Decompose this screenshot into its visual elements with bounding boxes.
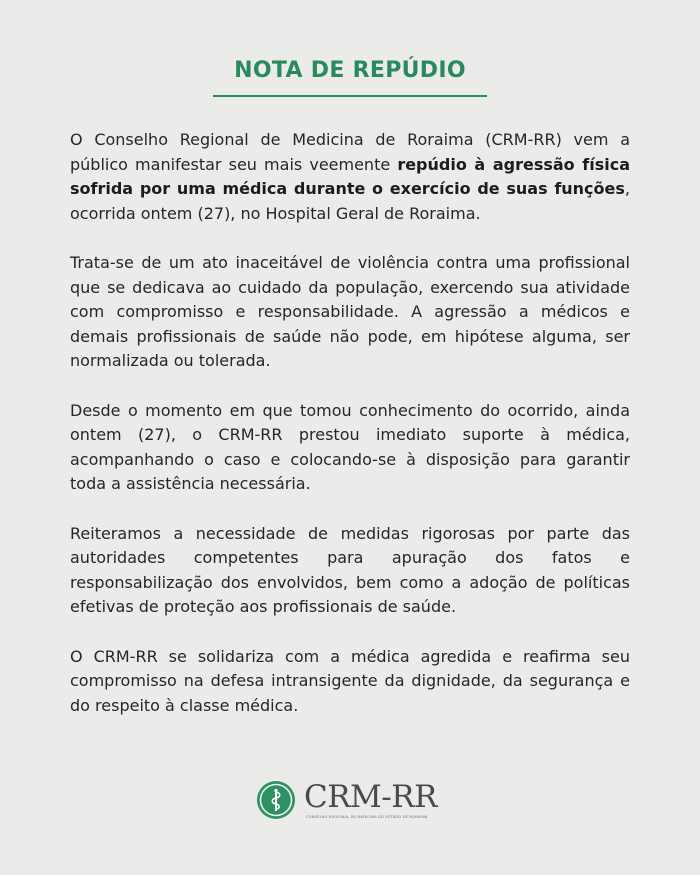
paragraph-3: Desde o momento em que tomou conhecimento do ocorrido, ainda ontem (27), o CRM-RR prestou imediato suporte à médica, acompanhando o caso e colocando-se à disposição para garantir toda a assistência necessária. xyxy=(70,400,630,493)
logo-subtitle: CONSELHO REGIONAL DE MEDICINA DO ESTADO DE RORAIMA xyxy=(306,815,428,819)
caduceus-emblem-icon xyxy=(256,780,296,820)
crm-rr-logo xyxy=(256,778,456,824)
statement-body xyxy=(70,128,630,743)
title-underline xyxy=(213,95,487,97)
paragraph-1-text-after: , ocorrida ontem (27), no Hospital Geral de Roraima. xyxy=(70,179,630,223)
page-title: NOTA DE REPÚDIO xyxy=(234,58,466,83)
paragraph-5: O CRM-RR se solidariza com a médica agredida e reafirma seu compromisso na defesa intransigente da dignidade, da segurança e do respeito à classe médica. xyxy=(70,646,630,715)
paragraph-2: Trata-se de um ato inaceitável de violência contra uma profissional que se dedicava ao cuidado da população, exercendo sua atividade com compromisso e responsabilidade. A agressão a médicos e demais profissionais de saúde não pode, em hipótese alguma, ser normalizada ou tolerada. xyxy=(70,253,630,370)
paragraph-4: Reiteramos a necessidade de medidas rigorosas por parte das autoridades competentes para apuração dos fatos e responsabilização dos envolvidos, bem como a adoção de políticas efetivas de proteção aos profissionais de saúde. xyxy=(70,523,630,616)
paragraph-1 xyxy=(70,128,630,226)
paragraph-1-text-before: O Conselho Regional de Medicina de Roraima (CRM-RR) vem a público manifestar seu mais veemente xyxy=(70,130,630,174)
paragraph-1-bold-text: repúdio à agressão física sofrida por uma médica durante o exercício de suas funções xyxy=(70,154,630,198)
logo-name: CRM-RR xyxy=(304,779,437,815)
